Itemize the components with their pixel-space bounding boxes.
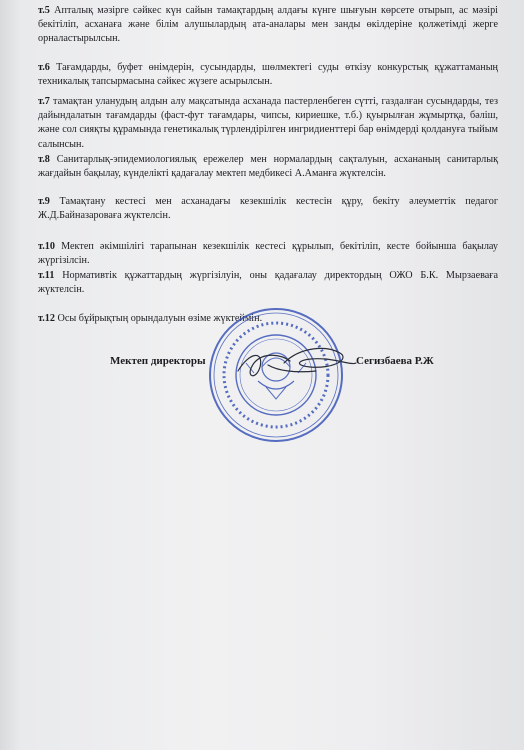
paragraph-11-number: т.11 (38, 270, 55, 281)
paragraph-8 (38, 153, 498, 181)
paragraph-9-number: т.9 (38, 196, 50, 207)
signatory-name: Сегизбаева Р.Ж (356, 355, 434, 367)
paragraph-10-number: т.10 (38, 241, 55, 252)
paragraph-10 (38, 240, 498, 268)
paragraph-8-text: Санитарлық-эпидемиологиялық ережелер мен нормалардың сақталуын, асхананың санитарлық жағдайын бақылау, күнделікті қадағалау мектеп медбикесі А.Аманға жүктелсін. (38, 154, 499, 180)
signature-block (0, 351, 524, 431)
paragraph-8-number: т.8 (38, 154, 50, 165)
paragraph-5 (38, 4, 498, 47)
paragraph-7 (38, 95, 498, 152)
paragraph-6-text: Тағамдарды, буфет өнімдерін, сусындарды, шөлмектегі суды өткізу конкурстық құжаттаманың техникалық тапсырмасына сәйкес жүзеге асырылсын. (38, 62, 498, 88)
paragraph-7-text: тамақтан уланудың алдын алу мақсатында асханада пастерленбеген сүтті, газдалған сусындарды, тез дайындалатын тағамдарды (фаст-фут тағамдары, чипсы, кириешке, т.б.) қуырылған жұмыртқа, бәліш, және сол сияқты құрамында генетикалық түрлендірілген ингридиенттері бар өнімдерді қолдануға тыйым салынсын. (38, 96, 498, 150)
paragraph-5-number: т.5 (38, 5, 50, 16)
paragraph-6 (38, 61, 498, 89)
signatory-title: Мектеп директоры (110, 355, 206, 367)
paragraph-11 (38, 269, 498, 297)
paragraph-9-text: Тамақтану кестесі мен асханадағы кезекшілік кестесін құру, бекіту әлеуметтік педагог Ж.Д.Байназароваға жүктелсін. (38, 196, 499, 222)
paragraph-12-text: Осы бұйрықтың орындалуын өзіме жүктеймін. (57, 313, 263, 324)
handwritten-signature (230, 341, 360, 391)
paragraph-10-text: Мектеп әкімшілігі тарапынан кезекшілік кестесі құрылып, бекітіліп, кесте бойынша бақылау жүргізілсін. (38, 241, 498, 267)
paragraph-7-number: т.7 (38, 96, 50, 107)
paragraph-12-number: т.12 (38, 313, 55, 324)
paragraph-5-text: Апталық мәзірге сәйкес күн сайын тамақтардың алдағы күнге шығуын көрсете отырып, ас мәзірі бекітіліп, асханаға және білім алушылардың ата-аналары мен занды өкілдеріне қолжетімді жерге орналастырылсын. (38, 5, 499, 45)
paragraph-11-text: Нормативтік құжаттардың жүргізілуін, оны қадағалау директордың ОЖО Б.К. Мырзаевағa жүктелсін. (38, 270, 498, 296)
paragraph-6-number: т.6 (38, 62, 50, 73)
paragraph-9 (38, 195, 498, 223)
